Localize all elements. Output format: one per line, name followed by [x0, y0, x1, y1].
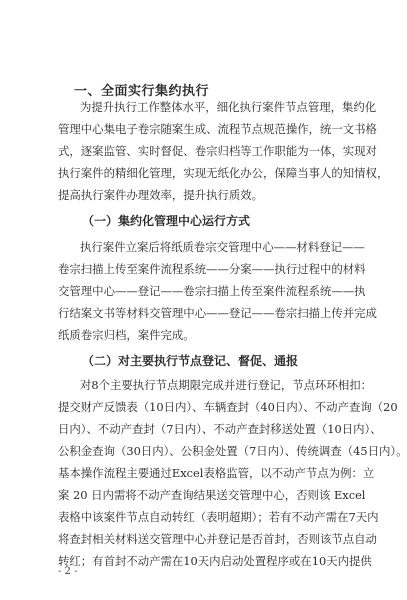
- page-number: - 2 -: [58, 566, 78, 577]
- subsection-title: （二）对主要执行节点登记、督促、通报: [82, 354, 299, 368]
- paragraph-line: 将查封相关材料送交管理中心并登记是否首封，否则该节点自动: [58, 532, 377, 546]
- paragraph-line: 纸质卷宗归档，案件完成。: [58, 328, 195, 342]
- paragraph-line: 案 20 日内需将不动产查询结果送交管理中心，否则该 Excel: [58, 488, 366, 502]
- paragraph-line: 交管理中心——登记——卷宗扫描上传至案件流程系统——执: [58, 284, 366, 298]
- paragraph-line: 转红；有首封不动产需在10天内启动处置程序或在10天内提供: [58, 554, 372, 568]
- paragraph-line: 对8个主要执行节点期限完成并进行登记，节点环环相扣：: [80, 378, 373, 392]
- paragraph-line: 卷宗扫描上传至案件流程系统——分案——执行过程中的材料: [58, 262, 366, 276]
- paragraph-line: 表格中该案件节点自动转红（表明超期）；若有不动产需在7天内: [58, 510, 379, 524]
- paragraph-line: 为提升执行工作整体水平，细化执行案件节点管理，集约化: [80, 100, 377, 114]
- section-heading: 一、全面实行集约执行: [74, 84, 210, 99]
- subsection-title: （一）集约化管理中心运行方式: [82, 214, 251, 228]
- paragraph-line: 管理中心集电子卷宗随案生成、流程节点规范操作，统一文书格: [58, 122, 377, 136]
- paragraph-line: 日内）、不动产查封（7日内）、不动产查封移送处置（10日内）、: [58, 422, 382, 436]
- paragraph-line: 行结案文书等材料交管理中心——登记——卷宗扫描上传并完成: [58, 306, 377, 320]
- paragraph-line: 执行案件立案后将纸质卷宗交管理中心——材料登记——: [80, 240, 365, 254]
- paragraph-line: 提高执行案件办理效率，提升执行质效。: [58, 188, 264, 202]
- paragraph-line: 执行案件的精细化管理，实现无纸化办公，保障当事人的知情权，: [58, 166, 389, 180]
- paragraph-line: 基本操作流程主要通过Excel表格监管，以不动产节点为例：立: [58, 466, 375, 480]
- paragraph-line: 提交财产反馈表（10日内）、车辆查封（40日内）、不动产查询（20: [58, 400, 398, 414]
- paragraph-line: 公积金查询（30日内）、公积金处置（7日内）、传统调查（45日内）。: [58, 444, 407, 458]
- paragraph-line: 式，逐案监管、实时督促、卷宗归档等工作职能为一体，实现对: [58, 144, 377, 158]
